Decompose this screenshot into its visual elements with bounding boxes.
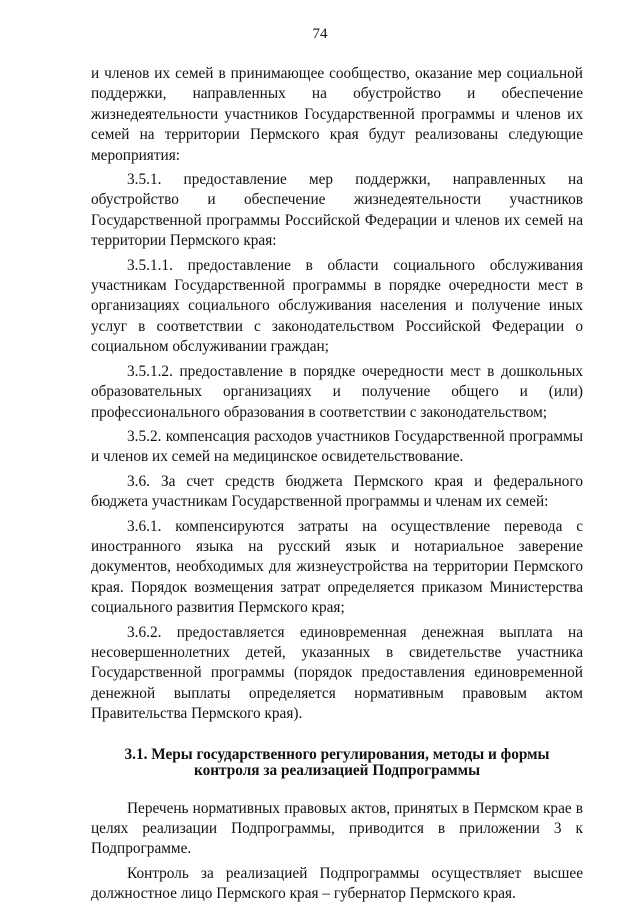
paragraph-3-6: 3.6. За счет средств бюджета Пермского края и федерального бюджета участникам Государственной программы и членам их семей: xyxy=(91,472,583,511)
paragraph-3-6-2: 3.6.2. предоставляется единовременная денежная выплата на несовершеннолетних детей, указанных в свидетельстве участника Государственной программы (порядок предоставления единовременной денежной выплаты определяется нормативным правовым актом Правительства Пермского края). xyxy=(91,623,583,723)
paragraph-legal-acts: Перечень нормативных правовых актов, принятых в Пермском крае в целях реализации Подпрограммы, приводится в приложении 3 к Подпрограмме. xyxy=(91,799,583,858)
paragraph-3-6-1: 3.6.1. компенсируются затраты на осуществление перевода с иностранного языка на русский язык и нотариальное заверение документов, необходимых для жизнеустройства на территории Пермского края. Порядок возмещения затрат определяется приказом Министерства социального развития Пермского края; xyxy=(91,517,583,617)
section-heading-line-2: контроля за реализацией Подпрограммы xyxy=(193,761,481,779)
paragraph-continuation: и членов их семей в принимающее сообщество, оказание мер социальной поддержки, направленных на обустройство и обеспечение жизнедеятельности участников Государственной программы и членов их семей на территории Пермского края будут реализованы следующие мероприятия: xyxy=(91,65,583,164)
section-heading xyxy=(91,747,583,779)
paragraph-3-5-1-2: 3.5.1.2. предоставление в порядке очередности мест в дошкольных образовательных организациях и получение общего и (или) профессионального образования в соответствии с законодательством; xyxy=(91,362,583,421)
paragraph-3-5-1: 3.5.1. предоставление мер поддержки, направленных на обустройство и обеспечение жизнедеятельности участников Государственной программы Российской Федерации и членов их семей на территории Пермского края: xyxy=(91,171,583,250)
paragraph-control: Контроль за реализацией Подпрограммы осуществляет высшее должностное лицо Пермского края – губернатор Пермского края. xyxy=(91,864,583,903)
section-heading-line-1: 3.1. Меры государственного регулирования, методы и формы xyxy=(124,745,550,763)
page-number: 74 xyxy=(312,26,328,42)
paragraph-3-5-1-1: 3.5.1.1. предоставление в области социального обслуживания участникам Государственной программы в порядке очередности мест в организациях социального обслуживания населения и получение иных услуг в соответствии с законодательством Российской Федерации о социальном обслуживании граждан; xyxy=(91,256,583,356)
document-body xyxy=(91,64,583,905)
paragraph-3-5-2: 3.5.2. компенсация расходов участников Государственной программы и членов их семей на медицинское освидетельствование. xyxy=(91,427,583,466)
